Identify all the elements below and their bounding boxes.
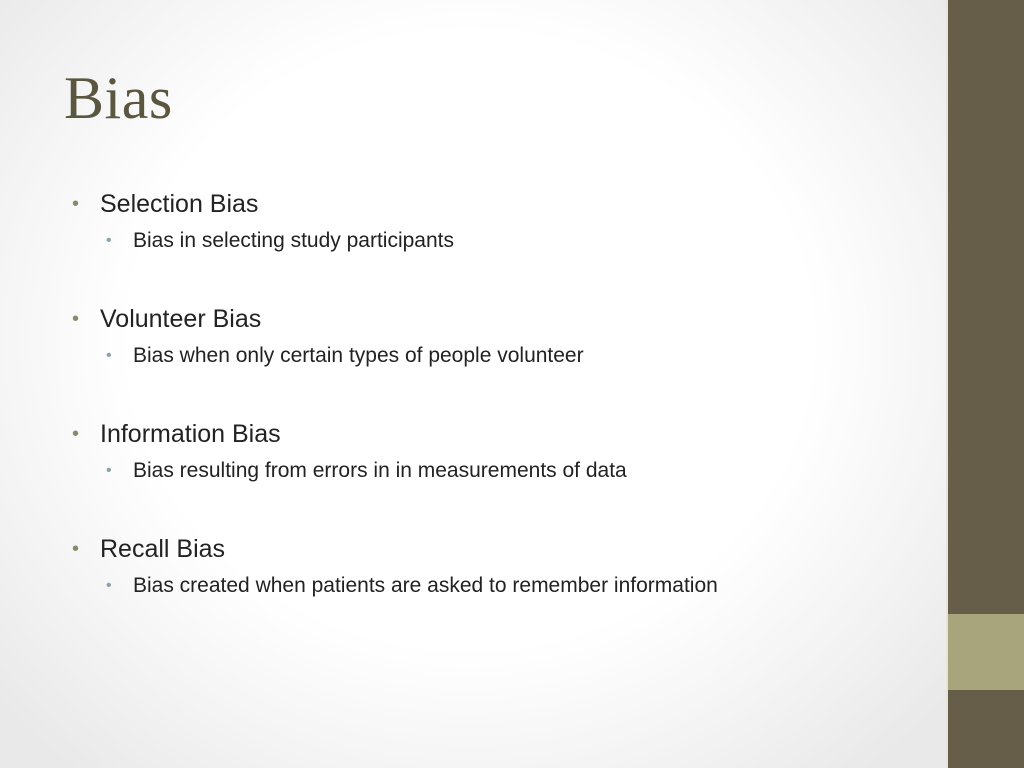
bullet-item [72,301,912,337]
sub-bullet-dot-icon: • [106,347,112,364]
bullet-label: Recall Bias [100,535,226,563]
bullet-item [72,416,912,452]
sub-bullet-item [106,226,912,256]
bullet-group-selection-bias [72,186,912,256]
sub-bullet-label: Bias resulting from errors in in measurements of data [133,459,627,482]
slide-title: Bias [64,65,173,131]
sub-bullet-label: Bias when only certain types of people volunteer [133,344,584,367]
side-accent-square [948,614,1024,690]
bullet-dot-icon: • [72,193,80,215]
sub-bullet-label: Bias in selecting study participants [133,229,454,252]
bullet-group-information-bias [72,416,912,486]
bullet-item [72,186,912,222]
sub-bullet-item [106,341,912,371]
sub-bullet-label: Bias created when patients are asked to remember information [133,574,718,597]
bullet-item [72,531,912,567]
sub-bullet-item [106,571,912,601]
bullet-group-volunteer-bias [72,301,912,371]
sub-bullet-dot-icon: • [106,462,112,479]
bullet-group-recall-bias [72,531,912,601]
bullet-dot-icon: • [72,538,80,560]
bullet-label: Selection Bias [100,190,259,218]
sub-bullet-dot-icon: • [106,577,112,594]
bullet-label: Volunteer Bias [100,305,262,333]
bullet-list [72,186,912,646]
bullet-label: Information Bias [100,420,281,448]
bullet-dot-icon: • [72,308,80,330]
sub-bullet-item [106,456,912,486]
sub-bullet-dot-icon: • [106,232,112,249]
bullet-dot-icon: • [72,423,80,445]
